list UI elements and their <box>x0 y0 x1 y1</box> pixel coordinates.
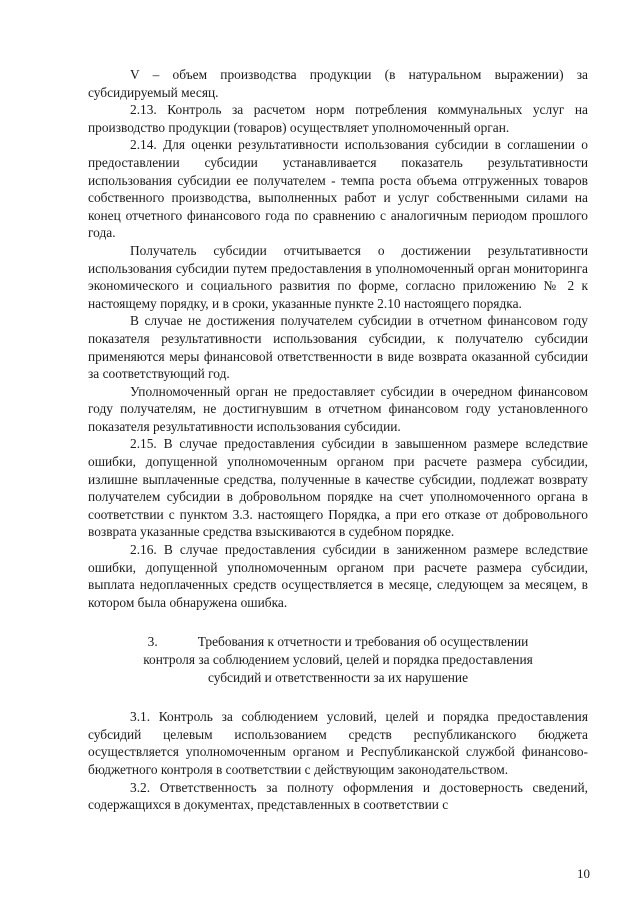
section-heading-line-2: контроля за соблюдением условий, целей и порядка предоставления <box>143 652 533 667</box>
section-heading-line-1 <box>112 633 564 651</box>
paragraph: 3.2. Ответственность за полноту оформления и достоверность сведений, содержащихся в документах, представленных в соответствии с <box>88 779 588 813</box>
paragraph: Получатель субсидии отчитывается о достижении результативности использования субсидии путем предоставления в уполномоченный орган мониторинга экономического и социального развития по форме, согласно приложению № 2 к настоящему порядку, и в сроки, указанные пункте 2.10 настоящего порядка. <box>88 242 588 311</box>
paragraph: 2.15. В случае предоставления субсидии в завышенном размере вследствие ошибки, допущенной уполномоченным органом при расчете размера субсидии, излишне выплаченные средства, полученные в качестве субсидии, подлежат возврату получателем субсидии в добровольном порядке на счет уполномоченного органа в соответствии с пунктом 3.3. настоящего Порядка, а при его отказе от добровольного возврата указанные средства взыскиваются в судебном порядке. <box>88 436 588 540</box>
section-heading <box>88 633 588 686</box>
paragraph: V – объем производства продукции (в натуральном выражении) за субсидируемый месяц. <box>88 67 588 100</box>
paragraph: 2.14. Для оценки результативности использования субсидии в соглашении о предоставлении субсидии устанавливается показатель результативности использования субсидии ее получателем - темпа роста объема отгруженных товаров собственного производства, выполненных работ и услуг собственными силами на конец отчетного финансового года по сравнению с аналогичным периодом прошлого года. <box>88 137 588 241</box>
paragraphs-bottom <box>88 708 588 814</box>
section-number: 3. <box>147 634 158 650</box>
page-number: 10 <box>577 866 590 881</box>
paragraph: Уполномоченный орган не предоставляет субсидии в очередном финансовом году получателям, не достигнувшим в отчетном финансовом году установленного показателя результативности использования субсидии. <box>88 383 588 434</box>
section-title-part-1: Требования к отчетности и требования об осуществлении <box>197 634 529 650</box>
paragraphs-top <box>88 66 588 611</box>
paragraph: 2.13. Контроль за расчетом норм потребления коммунальных услуг на производство продукции (товаров) осуществляет уполномоченный орган. <box>88 102 588 135</box>
paragraph: В случае не достижения получателем субсидии в отчетном финансовом году показателя результативности использования субсидии, к получателю субсидии применяются меры финансовой ответственности в виде возврата оказанной субсидии за соответствующий год. <box>88 313 588 382</box>
section-heading-line-3: субсидий и ответственности за их нарушение <box>207 669 469 685</box>
document-page <box>88 66 588 814</box>
paragraph: 2.16. В случае предоставления субсидии в заниженном размере вследствие ошибки, допущенной уполномоченным органом при расчете размера субсидии, выплата недоплаченных средств осуществляется в месяце, следующем за месяцем, в котором была обнаружена ошибка. <box>88 542 588 610</box>
paragraph: 3.1. Контроль за соблюдением условий, целей и порядка предоставления субсидий целевым использованием средств республиканского бюджета осуществляется уполномоченным органом и Республиканской службой финансово-бюджетного контроля в соответствии с действующим законодательством. <box>88 709 588 777</box>
